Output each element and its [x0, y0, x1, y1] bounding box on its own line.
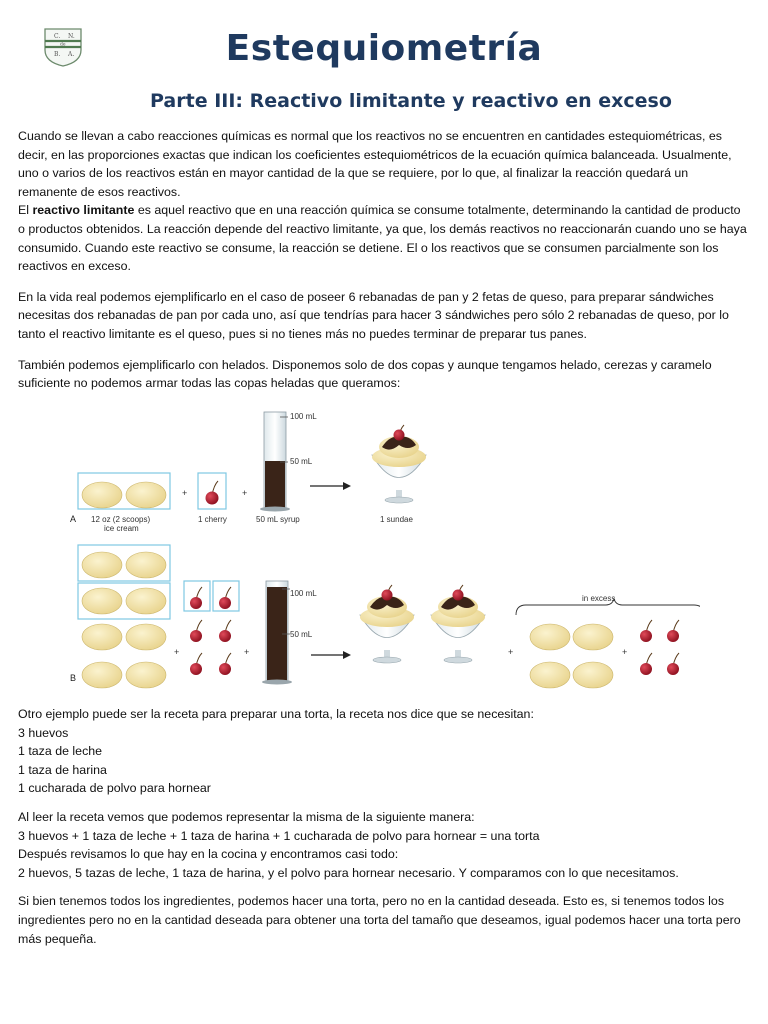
recipe-representation: Al leer la receta vemos que podemos representar la misma de la siguiente manera: — [18, 809, 475, 824]
arrow-icon — [343, 651, 351, 659]
label-b: B — [70, 673, 77, 683]
intro-paragraph-1: Cuando se llevan a cabo reacciones químicas es normal que los reactivos no se encuentren en cantidades estequiométricas, es decir, en las proporciones exactas que indican los coeficientes estequiométricos de la ecuación química balanceada. Usualmente, uno o varios de los reactivos están en mayor cantidad de la que se requiere, por lo que, al finalizar la reacción quedará un remanente de esos reactivos. — [18, 129, 732, 199]
page-title: Estequiometría — [225, 28, 543, 69]
sundae — [372, 425, 426, 503]
plus-sign: + — [174, 647, 180, 657]
arrow-icon — [343, 482, 351, 490]
plus-sign: + — [242, 488, 248, 498]
ice-cream-label-2: ice cream — [104, 524, 139, 533]
crest-text-a: A. — [68, 51, 75, 58]
syrup — [265, 461, 285, 508]
sundae-label: 1 sundae — [380, 515, 413, 524]
cylinder-50ml: 50 mL — [290, 457, 313, 466]
p2-prefix: El — [18, 203, 33, 218]
intro-paragraph-4: También podemos ejemplificarlo con helados. Disponemos solo de dos copas y aunque tengamos helado, cerezas y caramelo suficiente no podemos armar todas las copas heladas que queramos: — [18, 357, 712, 391]
intro-paragraph-2 — [18, 201, 750, 275]
plus-sign: + — [244, 647, 250, 657]
intro-paragraph-3: En la vida real podemos ejemplificarlo en el caso de poseer 6 rebanadas de pan y 2 fetas de queso, para preparar sándwiches necesitas dos rebanadas de pan por cada uno, así que tendrías para hacer 3 sándwiches pero sólo 2 rebanadas de queso, por lo tanto el reactivo limitante es el queso, pues si no tienes más no puedes terminar de preparar tus panes. — [18, 289, 729, 341]
crest-text-de: de — [60, 42, 66, 48]
recipe-equation: 3 huevos + 1 taza de leche + 1 taza de harina + 1 cucharada de polvo para hornear = una torta — [18, 828, 540, 843]
sundae — [360, 585, 414, 663]
excess-cherries — [640, 620, 679, 675]
cylinder-100ml: 100 mL — [290, 589, 317, 598]
label-a: A — [70, 514, 77, 524]
ice-cream-scoop — [126, 482, 166, 508]
sundae-figure — [60, 405, 700, 697]
recipe-found: 2 huevos, 5 tazas de leche, 1 taza de harina, y el polvo para hornear necesario. Y comparamos con lo que necesitamos. — [18, 865, 679, 880]
crest-text-c: C. — [54, 33, 61, 40]
recipe-item: 1 taza de leche — [18, 744, 103, 759]
recipe-review: Después revisamos lo que hay en la cocina y encontramos casi todo: — [18, 847, 399, 862]
ice-cream-label: 12 oz (2 scoops) — [91, 515, 151, 524]
cherry-label: 1 cherry — [198, 515, 227, 524]
recipe-item: 1 cucharada de polvo para hornear — [18, 781, 211, 796]
plus-sign: + — [182, 488, 188, 498]
crest-text-b: B. — [54, 51, 61, 58]
recipe-item: 1 taza de harina — [18, 762, 107, 777]
cylinder-100ml: 100 mL — [290, 412, 317, 421]
page-subtitle: Parte III: Reactivo limitante y reactivo en exceso — [150, 90, 672, 112]
ice-cream-scoop — [82, 482, 122, 508]
recipe-section — [18, 705, 750, 948]
recipe-final-paragraph: Si bien tenemos todos los ingredientes, podemos hacer una torta, pero no en la cantidad deseada. Esto es, si tenemos todos los ingredientes pero no en la cantidad deseada para obtener una torta del tamaño que deseamos, igual podemos hacer una torta pero más pequeña. — [18, 894, 741, 946]
plus-sign: + — [622, 647, 628, 657]
intro-section — [18, 127, 750, 393]
excess-label: in excess — [582, 594, 616, 603]
sundae — [431, 585, 485, 663]
crest-text-n: N. — [68, 33, 75, 40]
limiting-reagent-term: reactivo limitante — [32, 203, 135, 218]
recipe-intro: Otro ejemplo puede ser la receta para preparar una torta, la receta nos dice que se necesitan: — [18, 707, 534, 721]
syrup-label: 50 mL syrup — [256, 515, 300, 524]
cylinder-50ml: 50 mL — [290, 630, 313, 639]
p2-rest: es aquel reactivo que en una reacción química se consume totalmente, determinando la cantidad de producto o productos obtenidos. La reacción depende del reactivo limitante, ya que, los demás reactivos no reaccionarán cuando uno se haya consumido. Cuando este reactivo se consume, la reacción se detiene. El o los reactivos que se consumen parcialmente son los reactivos en exceso. — [18, 203, 747, 274]
plus-sign: + — [508, 647, 514, 657]
cherry — [206, 492, 219, 505]
recipe-item: 3 huevos — [18, 725, 69, 740]
